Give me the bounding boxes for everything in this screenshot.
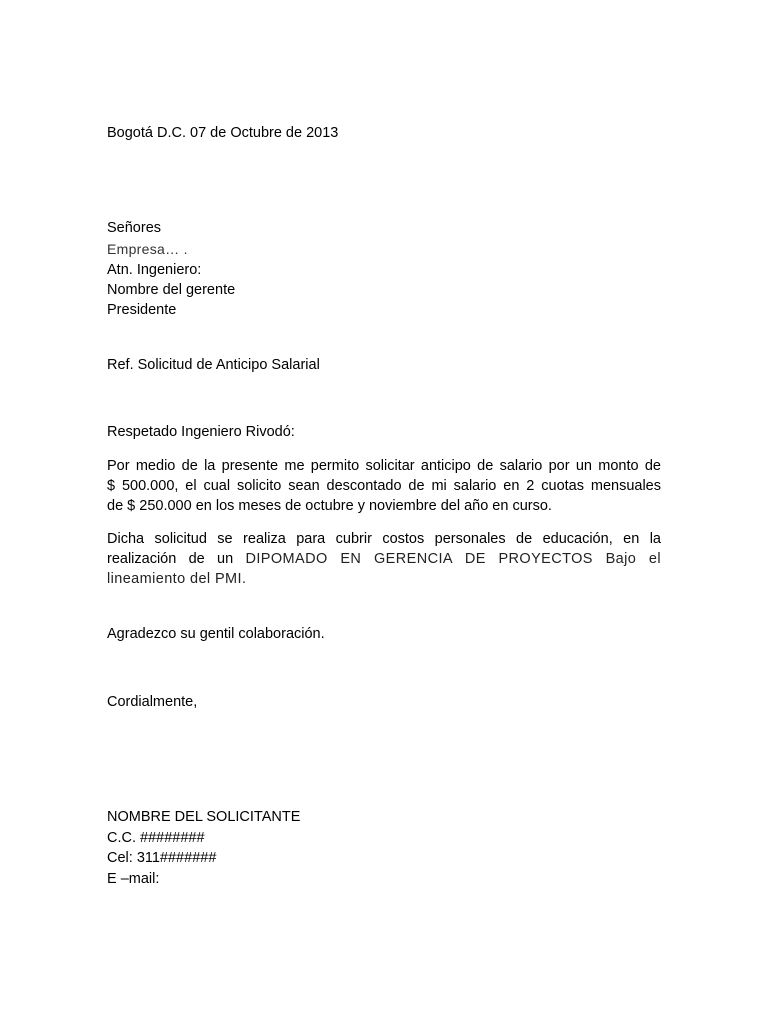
body-paragraph-2-line-2-b: DIPOMADO EN GERENCIA DE PROYECTOS Bajo el	[245, 551, 661, 567]
date-line: Bogotá D.C. 07 de Octubre de 2013	[107, 125, 339, 141]
recipient-title: Presidente	[107, 302, 177, 318]
body-paragraph-1	[107, 456, 661, 516]
body-paragraph-2	[107, 529, 661, 589]
thanks-line: Agradezco su gentil colaboración.	[107, 626, 325, 642]
recipient-salutation-header: Señores	[107, 220, 162, 236]
signature-name: NOMBRE DEL SOLICITANTE	[107, 809, 301, 825]
signature-id-number: C.C. ########	[107, 830, 205, 846]
body-paragraph-2-line-3: lineamiento del PMI.	[107, 571, 247, 587]
recipient-company: Empresa… .	[107, 241, 188, 257]
body-paragraph-2-line-2-a: realización de un	[107, 551, 234, 567]
body-paragraph-2-line-2	[107, 549, 661, 569]
recipient-manager-name: Nombre del gerente	[107, 282, 236, 298]
signature-email: E –mail:	[107, 871, 160, 887]
signature-phone: Cel: 311#######	[107, 850, 217, 866]
body-paragraph-2-line-1: Dicha solicitud se realiza para cubrir costos personales de educación, en la	[107, 531, 661, 547]
reference-line: Ref. Solicitud de Anticipo Salarial	[107, 357, 320, 373]
body-paragraph-1-line-1: Por medio de la presente me permito solicitar anticipo de salario por un monto de	[107, 458, 661, 474]
body-paragraph-1-line-3: de $ 250.000 en los meses de octubre y noviembre del año en curso.	[107, 498, 552, 514]
body-paragraph-1-line-2: $ 500.000, el cual solicito sean descontado de mi salario en 2 cuotas mensuales	[107, 478, 661, 494]
greeting: Respetado Ingeniero Rivodó:	[107, 424, 295, 440]
closing-line: Cordialmente,	[107, 694, 198, 710]
recipient-attention: Atn. Ingeniero:	[107, 262, 202, 278]
